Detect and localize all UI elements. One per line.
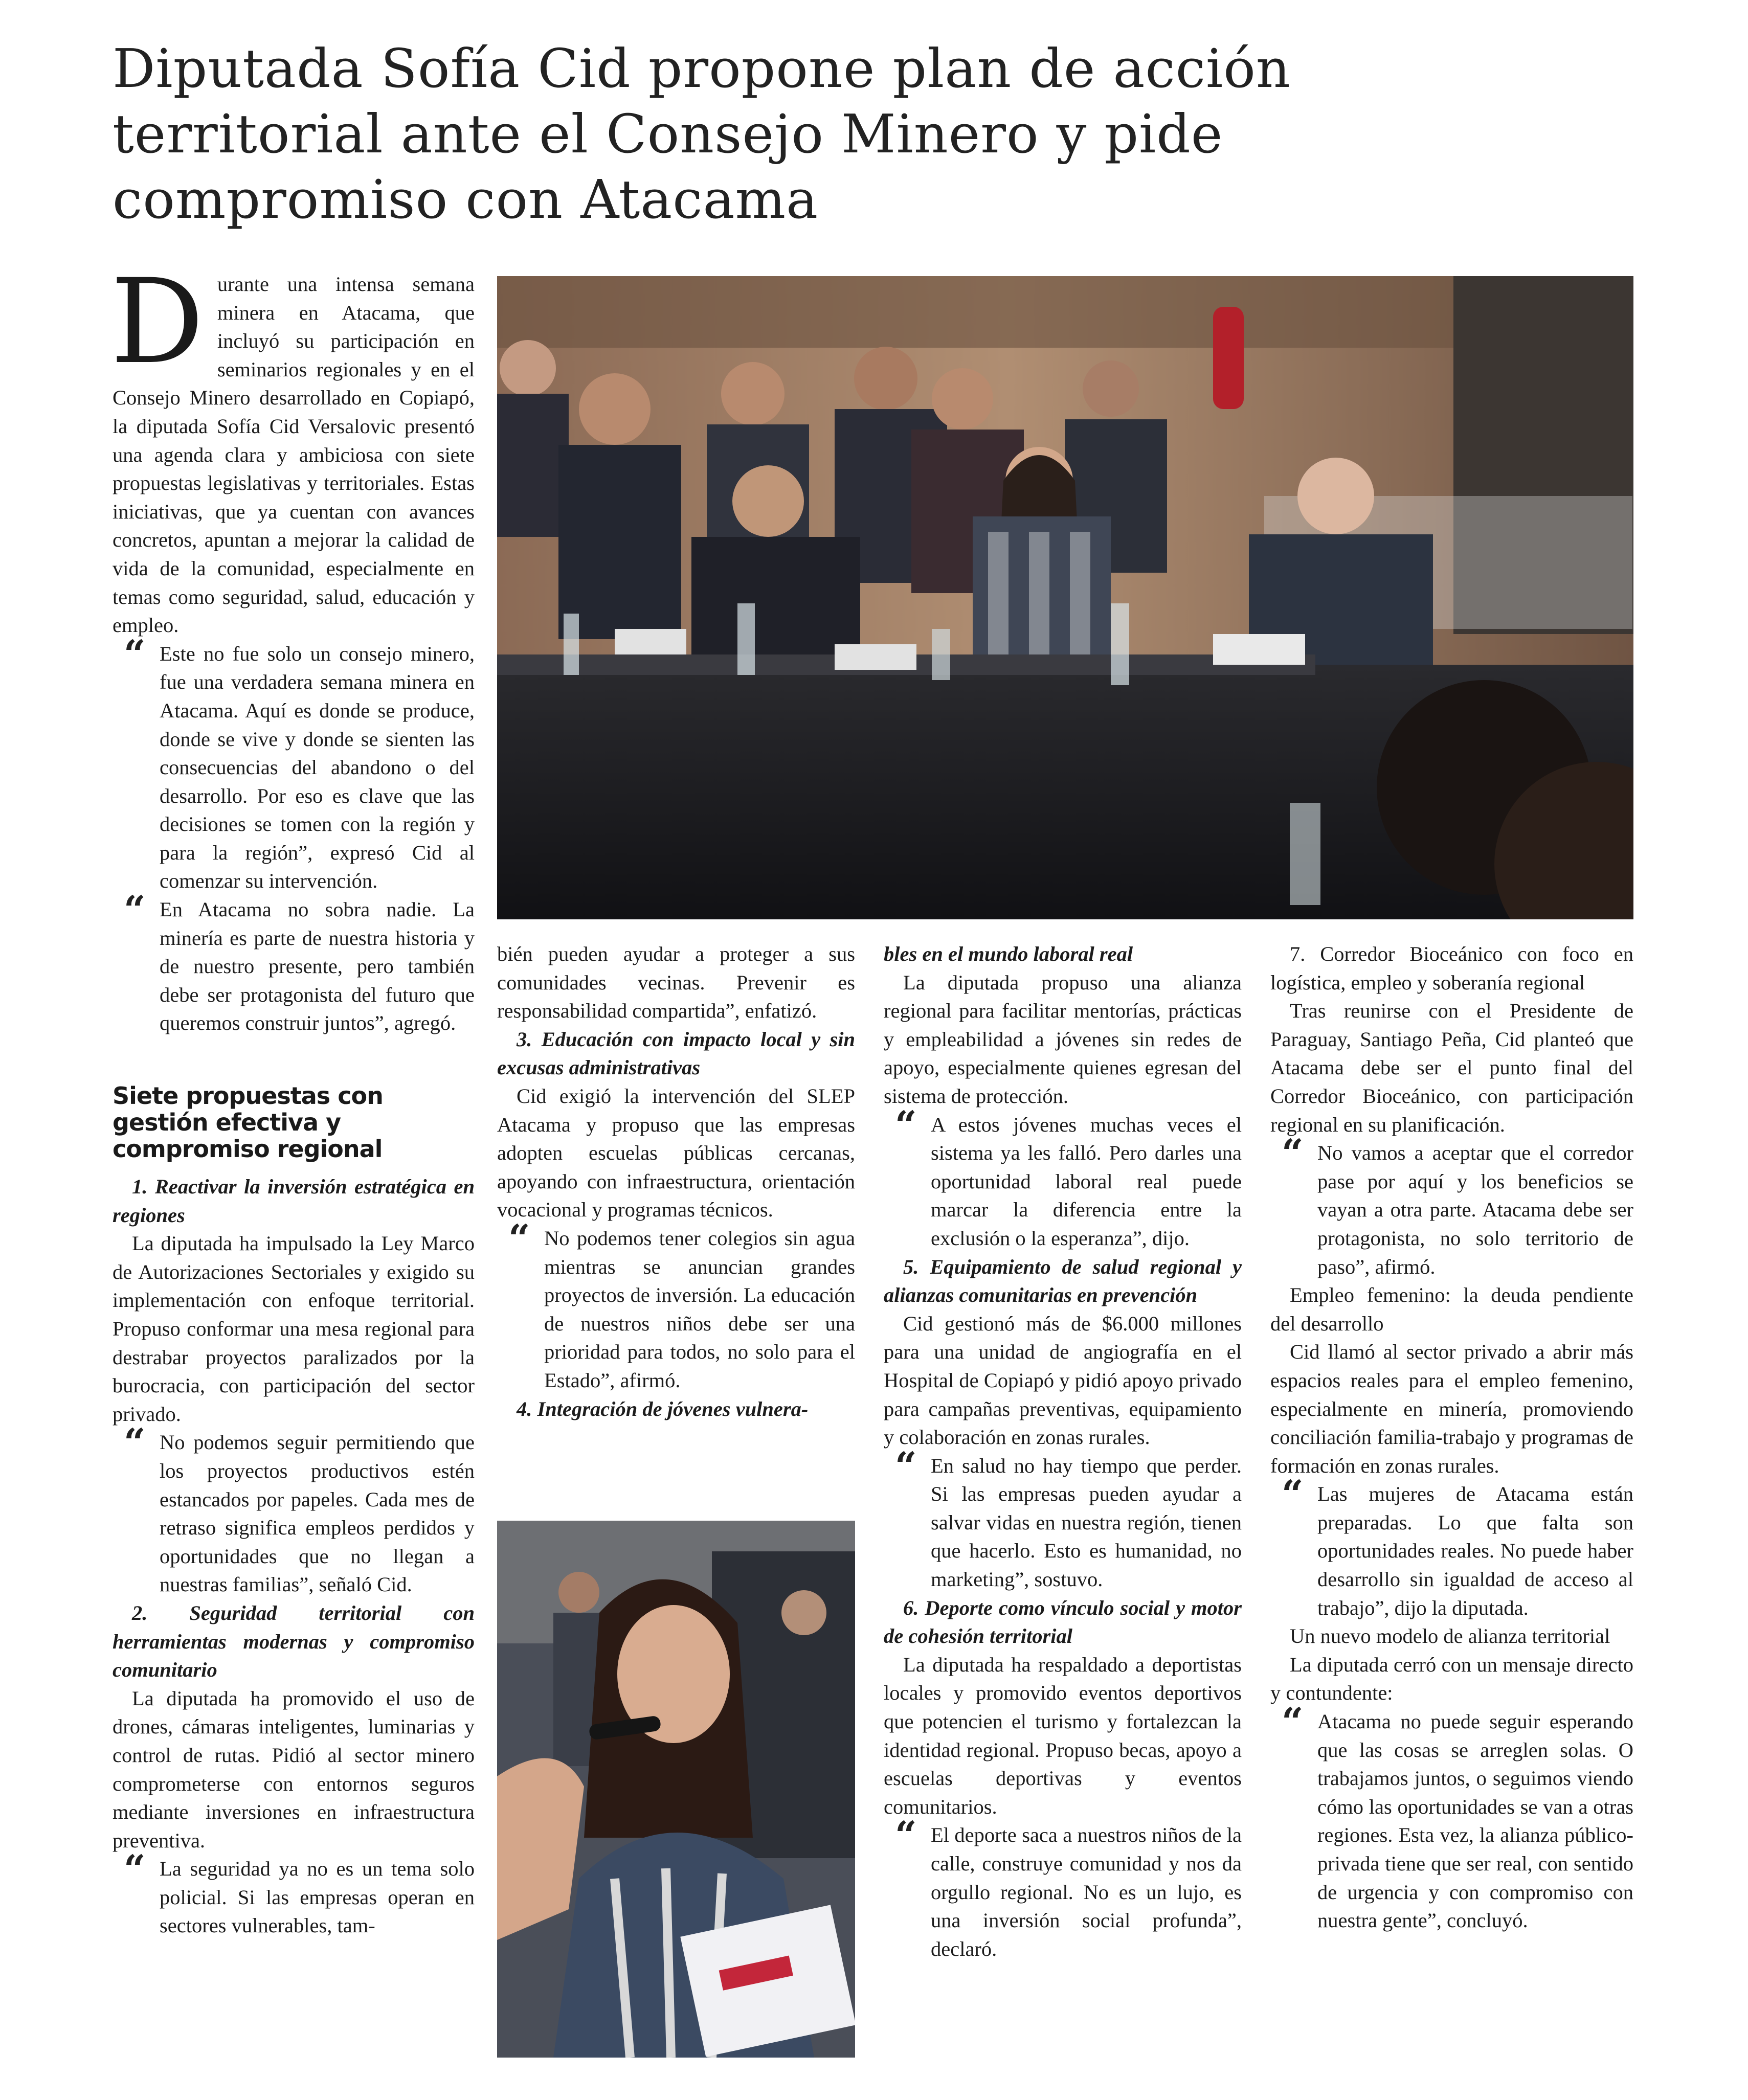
- body-paragraph: La diputada ha promovido el uso de drones, cámaras inteligentes, luminarias y control de rutas. Pidió al sector minero comprometerse con entornos seguros mediante inversiones en infraestructura preventiva.: [113, 1686, 475, 1852]
- quote-mark-icon: “: [124, 1847, 146, 1892]
- body-paragraph: Un nuevo modelo de alianza territorial: [1290, 1624, 1610, 1648]
- body-paragraph: Cid gestionó más de $6.000 millones para una unidad de angiografía en el Hospital de Copiapó y pidió apoyo privado para campañas preventivas, equipamiento y colaboración en zonas rurales.: [884, 1312, 1242, 1449]
- meeting-photo: [497, 276, 1633, 919]
- quote-text: En salud no hay tiempo que perder. Si las empresas pueden ayudar a salvar vidas en nuestra región, tienen que hacerlo. Esto es humanidad, no marketing”, sostuvo.: [931, 1454, 1242, 1591]
- quote-text: El deporte saca a nuestros niños de la calle, construye comunidad y nos da orgullo regional. No es un lujo, es una inversión social profunda”, declaró.: [931, 1823, 1242, 1960]
- subheading: 3. Educación con impacto local y sin excusas administrativas: [497, 1027, 855, 1079]
- body-paragraph: Tras reunirse con el Presidente de Paraguay, Santiago Peña, Cid planteó que Atacama debe ser el punto final del Corredor Bioceánico, con participación regional en su planificación.: [1270, 999, 1633, 1136]
- quote-block: [1270, 1473, 1633, 1622]
- column-1: [110, 254, 475, 1940]
- quote-text: No podemos seguir permitiendo que los proyectos productivos estén estancados por papeles. Cada mes de retraso significa empleos perdidos y oportunidades que no llegan a nuestras familias”, señaló Cid.: [160, 1431, 475, 1596]
- quote-block: [113, 1847, 475, 1940]
- quote-mark-icon: “: [895, 1444, 917, 1488]
- body-paragraph: La diputada cerró con un mensaje directo y contundente:: [1270, 1653, 1633, 1705]
- quote-block: [884, 1103, 1242, 1253]
- quote-text: La seguridad ya no es un tema solo policial. Si las empresas operan en sectores vulnerables, tam-: [160, 1857, 475, 1937]
- headline-line-3: compromiso con Atacama: [113, 168, 819, 231]
- body-paragraph: 7. Corredor Bioceánico con foco en logística, empleo y soberanía regional: [1270, 942, 1633, 994]
- quote-text: No vamos a aceptar que el corredor pase por aquí y los beneficios se vayan a otra parte. Atacama debe ser protagonista, no solo territorio de paso”, afirmó.: [1317, 1141, 1633, 1278]
- headline: [113, 36, 1596, 232]
- headline-line-2: territorial ante el Consejo Minero y pide: [113, 103, 1223, 165]
- quote-mark-icon: “: [124, 1421, 146, 1465]
- quote-block: [884, 1814, 1242, 1963]
- subheading: 4. Integración de jóvenes vulnera-: [517, 1397, 809, 1420]
- subheading: 6. Deporte como vínculo social y motor de cohesión territorial: [884, 1596, 1242, 1648]
- lead-paragraph: [110, 254, 475, 640]
- quote-block: [113, 1421, 475, 1599]
- body-paragraph: Cid llamó al sector privado a abrir más espacios reales para el empleo femenino, especialmente en minería, promoviendo conciliación familia-trabajo y programas de formación en zonas rurales.: [1270, 1340, 1633, 1477]
- body-paragraph: La diputada propuso una alianza regional para facilitar mentorías, prácticas y empleabilidad a jóvenes sin redes de apoyo, especialmente quienes egresan del sistema de protección.: [884, 970, 1242, 1108]
- subheading: 1. Reactivar la inversión estratégica en regiones: [113, 1175, 475, 1227]
- quote-text: Las mujeres de Atacama están preparadas. Lo que falta son oportunidades reales. No puede haber desarrollo sin igualdad de acceso al trabajo”, dijo la diputada.: [1317, 1482, 1633, 1619]
- subheading: bles en el mundo laboral real: [884, 942, 1133, 965]
- candidate-photo: [497, 1521, 855, 2058]
- quote-mark-icon: “: [895, 1814, 917, 1858]
- section-title: Siete propuestas con gestión efectiva y compromiso regional: [113, 1082, 383, 1163]
- body-paragraph: Empleo femenino: la deuda pendiente del desarrollo: [1270, 1283, 1633, 1335]
- body-paragraph: Cid exigió la intervención del SLEP Atacama y propuso que las empresas adopten escuelas públicas cercanas, apoyando con infraestructura, orientación vocacional y programas técnicos.: [497, 1084, 855, 1222]
- quote-text: En Atacama no sobra nadie. La minería es parte de nuestra historia y de nuestro presente, pero también debe ser protagonista del futuro que queremos construir juntos”, agregó.: [160, 898, 475, 1035]
- quote-mark-icon: “: [124, 888, 146, 933]
- column-4: [1270, 940, 1633, 1935]
- quote-block: [113, 632, 475, 895]
- quote-block: [1270, 1132, 1633, 1281]
- drop-cap: D: [110, 254, 204, 390]
- quote-text: A estos jóvenes muchas veces el sistema ya les falló. Pero darles una oportunidad laboral real puede marcar la diferencia entre la exclusión o la esperanza”, dijo.: [931, 1113, 1242, 1250]
- subheading: 5. Equipamiento de salud regional y alianzas comunitarias en prevención: [884, 1255, 1242, 1307]
- quote-text: No podemos tener colegios sin agua mientras se anuncian grandes proyectos de inversión. La educación de nuestros niños debe ser una prioridad para todos, no solo para el Estado”, afirmó.: [544, 1226, 855, 1392]
- quote-mark-icon: “: [1282, 1700, 1304, 1745]
- body-paragraph: bién pueden ayudar a proteger a sus comunidades vecinas. Prevenir es responsabilidad compartida”, enfatizó.: [497, 942, 855, 1023]
- quote-text: Atacama no puede seguir esperando que las cosas se arreglen solas. O trabajamos juntos, o seguimos viendo cómo las oportunidades se van a otras regiones. Esta vez, la alianza público-privada tiene que ser real, con sentido de urgencia y con compromiso con nuestra gente”, concluyó.: [1317, 1710, 1633, 1932]
- quote-block: [113, 888, 475, 1037]
- quote-mark-icon: “: [895, 1103, 917, 1147]
- body-paragraph: La diputada ha impulsado la Ley Marco de Autorizaciones Sectoriales y exigido su implementación con enfoque territorial. Propuso conformar una mesa regional para destrabar proyectos paralizados por la burocracia, con participación del sector privado.: [113, 1232, 475, 1426]
- quote-block: [1270, 1700, 1633, 1935]
- quote-mark-icon: “: [508, 1216, 530, 1261]
- quote-mark-icon: “: [1282, 1473, 1304, 1517]
- quote-mark-icon: “: [124, 632, 146, 676]
- lead-text: urante una intensa semana minera en Atacama, que incluyó su participación en seminarios regionales y en el Consejo Minero desarrollado en Copiapó, la diputada Sofía Cid Versalovic presentó una agenda clara y ambiciosa con siete propuestas legislativas y territoriales. Estas iniciativas, que ya cuentan con avances concretos, apuntan a mejorar la calidad de vida de la comunidad, especialmente en temas como seguridad, salud, educación y empleo.: [113, 273, 475, 637]
- column-3: [884, 940, 1242, 1963]
- subheading: 2. Seguridad territorial con herramientas modernas y compromiso comunitario: [113, 1601, 475, 1682]
- body-paragraph: La diputada ha respaldado a deportistas locales y promovido eventos deportivos que potencien el turismo y fortalezcan la identidad regional. Propuso becas, apoyo a escuelas deportivas y eventos comunitarios.: [884, 1653, 1242, 1818]
- column-2: [497, 940, 855, 1423]
- quote-text: Este no fue solo un consejo minero, fue una verdadera semana minera en Atacama. Aquí es donde se produce, donde se vive y donde se sienten las consecuencias del abandono o del desarrollo. Por eso es clave que las decisiones se tomen con la región y para la región”, expresó Cid al comenzar su intervención.: [160, 642, 475, 893]
- quote-block: [884, 1444, 1242, 1594]
- quote-mark-icon: “: [1282, 1132, 1304, 1176]
- quote-block: [497, 1216, 855, 1395]
- headline-line-1: Diputada Sofía Cid propone plan de acción: [113, 37, 1291, 100]
